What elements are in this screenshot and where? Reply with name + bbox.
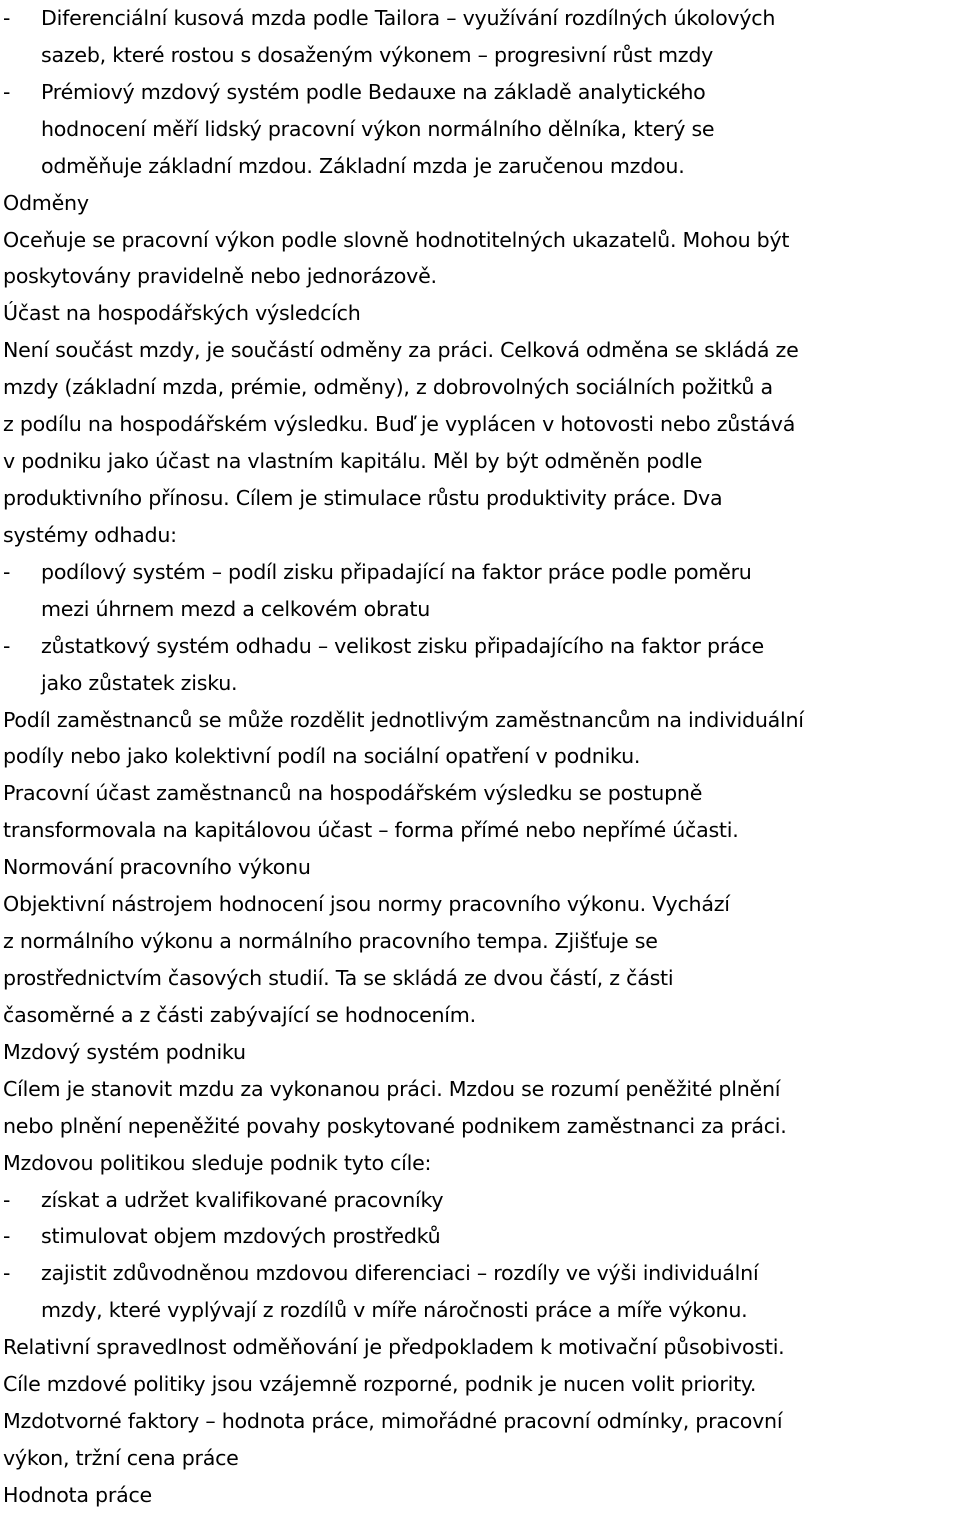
bullet-item	[3, 554, 958, 591]
text-line: výkon, tržní cena práce	[3, 1445, 239, 1470]
bullet-marker: -	[3, 1224, 11, 1249]
text-line: Není součást mzdy, je součástí odměny za práci. Celková odměna se skládá ze	[3, 338, 799, 363]
text-line: transformovala na kapitálovou účast – forma přímé nebo nepřímé účasti.	[3, 818, 739, 843]
text-line: Účast na hospodářských výsledcích	[3, 301, 361, 326]
bullet-item	[3, 1218, 958, 1255]
bullet-item	[3, 628, 958, 665]
text-line: časoměrné a z části zabývající se hodnocením.	[3, 1002, 476, 1027]
bullet-marker: -	[3, 633, 11, 658]
bullet-item	[3, 74, 958, 111]
text-line: Oceňuje se pracovní výkon podle slovně hodnotitelných ukazatelů. Mohou být	[3, 227, 790, 252]
bullet-continuation: sazeb, které rostou s dosaženým výkonem – progresivní růst mzdy	[41, 42, 714, 67]
bullet-marker: -	[3, 6, 11, 30]
text-line: Mzdotvorné faktory – hodnota práce, mimořádné pracovní odmínky, pracovní	[3, 1409, 783, 1434]
text-line: Odměny	[3, 190, 89, 215]
text-line: Hodnota práce	[3, 1482, 152, 1507]
text-line: podíly nebo jako kolektivní podíl na sociální opatření v podniku.	[3, 744, 641, 769]
bullet-marker: -	[3, 1261, 11, 1286]
bullet-text: podílový systém – podíl zisku připadající na faktor práce podle poměru	[41, 559, 752, 584]
text-line: Podíl zaměstnanců se může rozdělit jednotlivým zaměstnancům na individuální	[3, 707, 804, 732]
text-line: systémy odhadu:	[3, 522, 177, 547]
text-line: Objektivní nástrojem hodnocení jsou normy pracovního výkonu. Vychází	[3, 892, 730, 917]
text-line: produktivního přínosu. Cílem je stimulace růstu produktivity práce. Dva	[3, 485, 723, 510]
text-line: Mzdovou politikou sleduje podnik tyto cíle:	[3, 1150, 432, 1175]
bullet-text: stimulovat objem mzdových prostředků	[41, 1224, 441, 1249]
bullet-continuation: hodnocení měří lidský pracovní výkon normálního dělníka, který se	[41, 116, 715, 141]
text-line: Normování pracovního výkonu	[3, 855, 311, 880]
bullet-marker: -	[3, 79, 11, 104]
bullet-continuation: mezi úhrnem mezd a celkovém obratu	[41, 596, 431, 621]
bullet-text: zajistit zdůvodněnou mzdovou diferenciaci – rozdíly ve výši individuální	[41, 1261, 759, 1286]
text-line: z normálního výkonu a normálního pracovního tempa. Zjišťuje se	[3, 929, 658, 954]
bullet-marker: -	[3, 559, 11, 584]
text-line: Mzdový systém podniku	[3, 1039, 246, 1064]
bullet-marker: -	[3, 1187, 11, 1212]
bullet-item	[3, 1182, 958, 1219]
text-line: Relativní spravedlnost odměňování je předpokladem k motivační působivosti.	[3, 1335, 785, 1360]
bullet-text: Prémiový mzdový systém podle Bedauxe na základě analytického	[41, 79, 706, 104]
bullet-continuation: jako zůstatek zisku.	[41, 670, 238, 695]
text-line: mzdy (základní mzda, prémie, odměny), z dobrovolných sociálních požitků a	[3, 375, 773, 400]
text-line: z podílu na hospodářském výsledku. Buď je vyplácen v hotovosti nebo zůstává	[3, 412, 796, 437]
bullet-text: Diferenciální kusová mzda podle Tailora – využívání rozdílných úkolových	[41, 6, 776, 30]
text-line: nebo plnění nepeněžité povahy poskytované podnikem zaměstnanci za práci.	[3, 1113, 787, 1138]
text-line: Pracovní účast zaměstnanců na hospodářském výsledku se postupně	[3, 781, 703, 806]
text-line: v podniku jako účast na vlastním kapitálu. Měl by být odměněn podle	[3, 449, 703, 474]
text-line: prostřednictvím časových studií. Ta se skládá ze dvou částí, z části	[3, 965, 674, 990]
text-line: Cíle mzdové politiky jsou vzájemně rozporné, podnik je nucen volit priority.	[3, 1372, 757, 1397]
bullet-item	[3, 1255, 958, 1292]
bullet-continuation: mzdy, které vyplývají z rozdílů v míře náročnosti práce a míře výkonu.	[41, 1298, 748, 1323]
text-line: Cílem je stanovit mzdu za vykonanou práci. Mzdou se rozumí peněžité plnění	[3, 1076, 781, 1101]
bullet-text: získat a udržet kvalifikované pracovníky	[41, 1187, 444, 1212]
document-body	[3, 0, 958, 1514]
bullet-item	[3, 0, 958, 37]
bullet-continuation: odměňuje základní mzdou. Základní mzda je zaručenou mzdou.	[41, 153, 685, 178]
text-line: poskytovány pravidelně nebo jednorázově.	[3, 264, 437, 289]
bullet-text: zůstatkový systém odhadu – velikost zisku připadajícího na faktor práce	[41, 633, 764, 658]
